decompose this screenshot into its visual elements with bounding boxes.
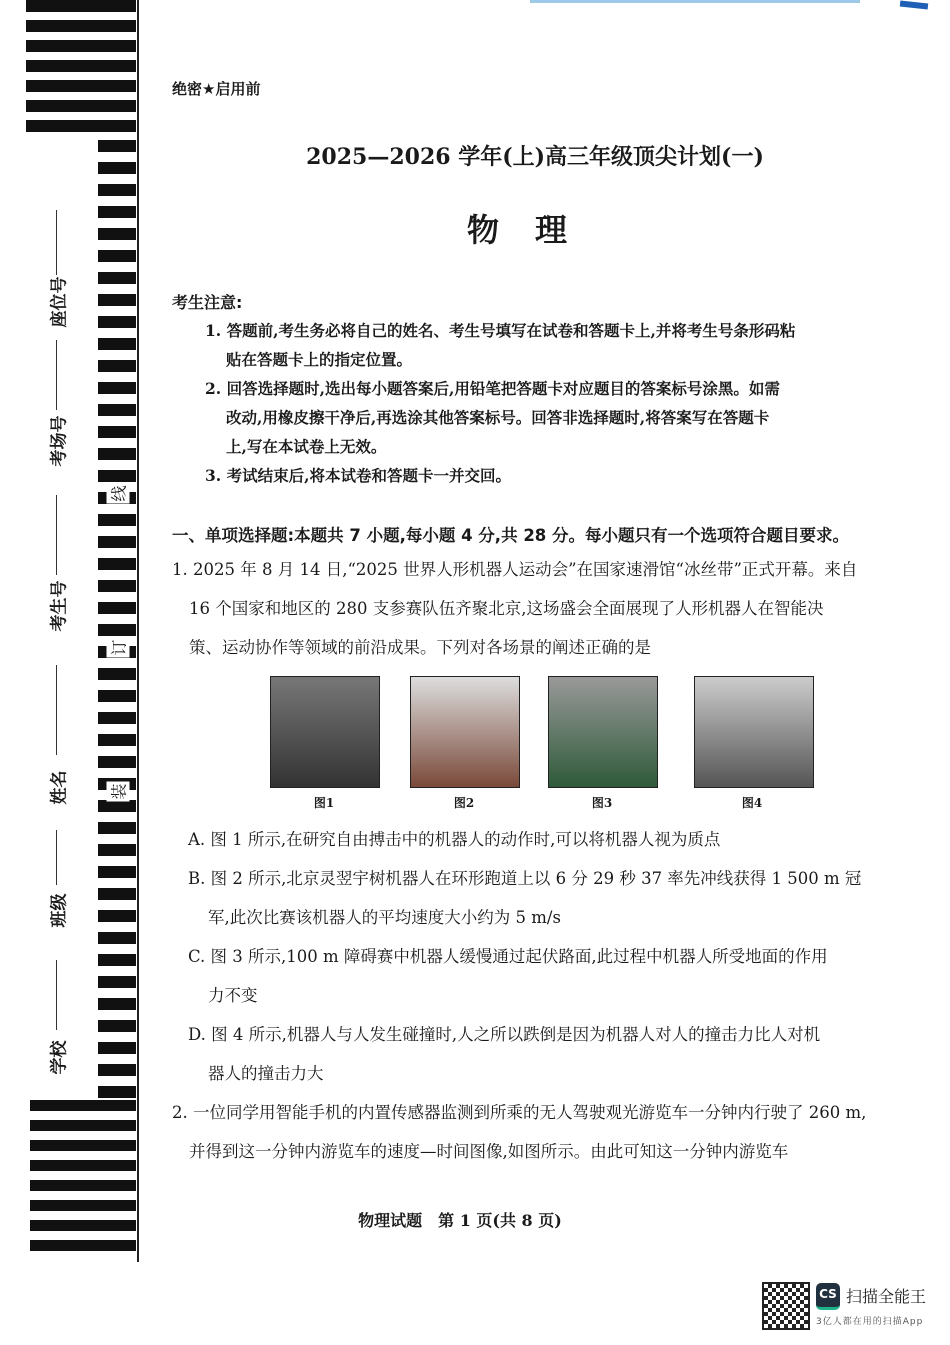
field-name-label: 姓名 — [49, 770, 70, 805]
scanner-slogan: 3亿人都在用的扫描App — [816, 1317, 924, 1327]
figure-1-caption: 图1 — [313, 796, 335, 810]
figure-2-image — [410, 676, 520, 788]
notice-item: 2. 回答选择题时,选出每小题答案后,用铅笔把答题卡对应题目的答案标号涂黑。如需 — [205, 379, 780, 398]
question-text: 并得到这一分钟内游览车的速度—时间图像,如图所示。由此可知这一分钟内游览车 — [189, 1142, 789, 1161]
field-class-label: 班级 — [49, 893, 70, 928]
option-c-cont: 力不变 — [208, 986, 258, 1005]
field-seat-blank — [56, 210, 57, 275]
figure-2-caption: 图2 — [453, 796, 475, 810]
bind-mark-zhuang: 装 — [107, 782, 130, 802]
field-exam-room-label: 考场号 — [49, 415, 70, 467]
field-exam-room-blank — [56, 340, 57, 410]
field-class-blank — [56, 830, 57, 885]
figure-4-image — [694, 676, 814, 788]
notice-item-cont: 贴在答题卡上的指定位置。 — [226, 350, 413, 369]
bind-mark-xian: 线 — [107, 484, 130, 504]
option-c: C. 图 3 所示,100 m 障碍赛中机器人缓慢通过起伏路面,此过程中机器人所受地面的作用 — [188, 947, 828, 966]
question-1-options — [188, 820, 894, 1093]
figure-1-image — [270, 676, 380, 788]
notice-item: 1. 答题前,考生务必将自己的姓名、考生号填写在试卷和答题卡上,并将考生号条形码粘 — [205, 321, 796, 340]
figure-4-caption: 图4 — [741, 796, 763, 810]
question-text: 2. 一位同学用智能手机的内置传感器监测到所乘的无人驾驶观光游览车一分钟内行驶了 260 m, — [172, 1103, 867, 1122]
question-text: 16 个国家和地区的 280 支参赛队伍齐聚北京,这场盛会全面展现了人形机器人在智能决 — [189, 599, 824, 618]
exam-title: 2025—2026 学年(上)高三年级顶尖计划(一) — [306, 144, 764, 170]
subject-title: 物理 — [466, 211, 603, 249]
field-school-label: 学校 — [49, 1040, 70, 1075]
question-text: 1. 2025 年 8 月 14 日,“2025 世界人形机器人运动会”在国家速滑馆“冰丝带”正式开幕。来自 — [172, 560, 858, 579]
field-student-id-blank — [56, 495, 57, 575]
binding-stripes — [30, 1100, 136, 1260]
notice-heading: 考生注意: — [172, 293, 243, 312]
binding-line — [137, 0, 139, 1262]
notice-item-cont: 改动,用橡皮擦干净后,再选涂其他答案标号。回答非选择题时,将答案写在答题卡 — [226, 408, 770, 427]
figure-3-caption: 图3 — [591, 796, 613, 810]
question-text: 策、运动协作等领域的前沿成果。下列对各场景的阐述正确的是 — [189, 638, 651, 657]
scan-artifact — [530, 0, 860, 3]
option-b: B. 图 2 所示,北京灵翌宇树机器人在环形跑道上以 6 分 29 秒 37 率先冲线获得 1 500 m 冠 — [188, 869, 862, 888]
option-b-cont: 军,此次比赛该机器人的平均速度大小约为 5 m/s — [208, 908, 561, 927]
binding-stripes — [26, 0, 136, 140]
field-seat-label: 座位号 — [49, 276, 70, 328]
confidential-label: 绝密★启用前 — [172, 80, 261, 98]
question-1 — [172, 550, 894, 667]
notice-list — [205, 316, 895, 490]
section-heading: 一、单项选择题:本题共 7 小题,每小题 4 分,共 28 分。每小题只有一个选项符合题目要求。 — [172, 526, 850, 545]
qr-code — [762, 1282, 810, 1330]
field-student-id-label: 考生号 — [49, 580, 70, 632]
scan-artifact — [900, 1, 928, 10]
page-footer: 物理试题 第 1 页(共 8 页) — [358, 1211, 562, 1230]
option-d-cont: 器人的撞击力大 — [208, 1064, 324, 1083]
binding-stripes — [98, 140, 136, 1100]
option-a: A. 图 1 所示,在研究自由搏击中的机器人的动作时,可以将机器人视为质点 — [188, 830, 721, 849]
camscanner-logo-icon: CS — [816, 1283, 840, 1310]
figure-3-image — [548, 676, 658, 788]
option-d: D. 图 4 所示,机器人与人发生碰撞时,人之所以跌倒是因为机器人对人的撞击力比人对机 — [188, 1025, 821, 1044]
notice-item-cont: 上,写在本试卷上无效。 — [226, 437, 387, 456]
question-2 — [172, 1093, 894, 1171]
bind-mark-ding: 订 — [107, 638, 130, 658]
scanner-app-name: 扫描全能王 — [846, 1287, 927, 1306]
field-school-blank — [56, 960, 57, 1030]
field-name-blank — [56, 665, 57, 755]
notice-item: 3. 考试结束后,将本试卷和答题卡一并交回。 — [205, 466, 511, 485]
